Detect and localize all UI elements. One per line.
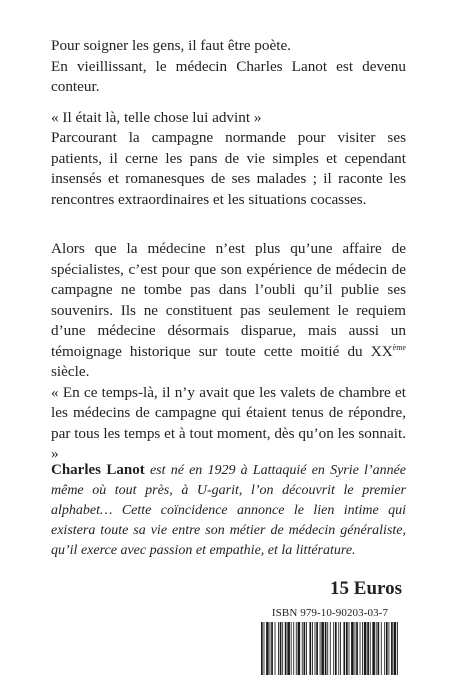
barcode-bar <box>327 622 328 675</box>
barcode-bar <box>389 622 390 675</box>
barcode-bar <box>270 622 271 675</box>
campaign-paragraph: Parcourant la campagne normande pour visiter ses patients, il cerne les pans de vie simples et cependant insensés et romanesques de ses malades ; il raconte les rencontres extraordinaires et les situations cocasses. <box>51 129 406 208</box>
author-bio-text: est né en 1929 à Lattaquié en Syrie l’année même où tout près, à U-garit, l’on découvrit le premier alphabet… Cette coïncidence annonce le lien intime qui existera toute sa vie entre son métier de médecin généraliste, qu’il exerce avec passion et empathie, et la littérature. <box>51 463 407 558</box>
barcode-bar <box>394 622 397 675</box>
barcode-bar <box>302 622 303 675</box>
barcode-bar <box>282 622 283 675</box>
barcode-bar <box>291 622 292 675</box>
barcode-bar <box>335 622 337 675</box>
barcode-bar <box>306 622 307 675</box>
intro-block <box>51 36 406 98</box>
barcode-bar <box>376 622 377 675</box>
barcode-bar <box>321 622 324 675</box>
barcode-bar <box>304 622 306 675</box>
century-superscript: ème <box>392 342 406 352</box>
price-label: 15 Euros <box>330 578 402 599</box>
barcode-bar <box>264 622 265 675</box>
barcode-bar <box>360 622 361 675</box>
barcode-bar <box>349 622 350 675</box>
quote-title: « Il était là, telle chose lui advint » <box>51 109 262 126</box>
specialists-text: Alors que la médecine n’est plus qu’une affaire de spécialistes, c’est pour que son expérience de médecin de campagne ne tombe pas dans l’oubli qu’il publie ses souvenirs. Ils ne constituent pas seulement le requiem d’une médecine désormais disparue, mais aussi un témoignage historique sur toute cette moitié du XX <box>51 240 406 360</box>
barcode-bar <box>312 622 313 675</box>
barcode-bar <box>397 622 398 675</box>
barcode-bar <box>356 622 358 675</box>
barcode-bar <box>333 622 334 675</box>
barcode-bar <box>384 622 385 675</box>
campaign-block <box>51 128 406 210</box>
barcode-bar <box>346 622 348 675</box>
isbn-label: ISBN 979-10-90203-03-7 <box>271 607 389 619</box>
barcode-bar <box>261 622 263 675</box>
barcode-bar <box>362 622 363 675</box>
barcode-bar <box>285 622 287 675</box>
barcode-bar <box>391 622 393 675</box>
quote-title-block <box>51 108 406 129</box>
barcode-bar <box>343 622 345 675</box>
specialists-block <box>51 239 406 465</box>
barcode-bar <box>340 622 341 675</box>
barcode-bar <box>296 622 297 675</box>
barcode-bar <box>320 622 321 675</box>
author-name: Charles Lanot <box>51 462 145 478</box>
specialists-text-end: siècle. <box>51 363 90 380</box>
intro-line-2: En vieillissant, le médecin Charles Lanot est devenu conteur. <box>51 57 406 95</box>
barcode-bar <box>370 622 371 675</box>
barcode-bar <box>298 622 301 675</box>
barcode-bar <box>364 622 367 675</box>
barcode-bar <box>325 622 327 675</box>
barcode-bar <box>278 622 279 675</box>
barcode-bar <box>338 622 339 675</box>
barcode-bar <box>266 622 269 675</box>
barcode-bar <box>351 622 354 675</box>
barcode-bar <box>293 622 294 675</box>
barcode-graphic <box>259 622 401 675</box>
barcode-bar <box>355 622 356 675</box>
barcode-bar <box>271 622 273 675</box>
barcode-bar <box>372 622 375 675</box>
barcode-bar <box>275 622 276 675</box>
barcode-bar <box>309 622 311 675</box>
barcode-bar <box>381 622 382 675</box>
barcode-bar <box>367 622 369 675</box>
valets-quote: « En ce temps-là, il n’y avait que les valets de chambre et les médecins de campagne qui étaient tenus de répondre, par tous les temps et à tout moment, dès qu’on les sonnait. » <box>51 383 406 462</box>
barcode-bar <box>315 622 316 675</box>
barcode-bar <box>330 622 331 675</box>
barcode-bar <box>287 622 290 675</box>
author-bio <box>51 460 406 561</box>
intro-line-1: Pour soigner les gens, il faut être poète. <box>51 37 291 54</box>
barcode-bar <box>316 622 318 675</box>
specialists-paragraph <box>51 239 406 383</box>
barcode-bar <box>280 622 282 675</box>
barcode-bar <box>377 622 379 675</box>
barcode-bar <box>386 622 388 675</box>
